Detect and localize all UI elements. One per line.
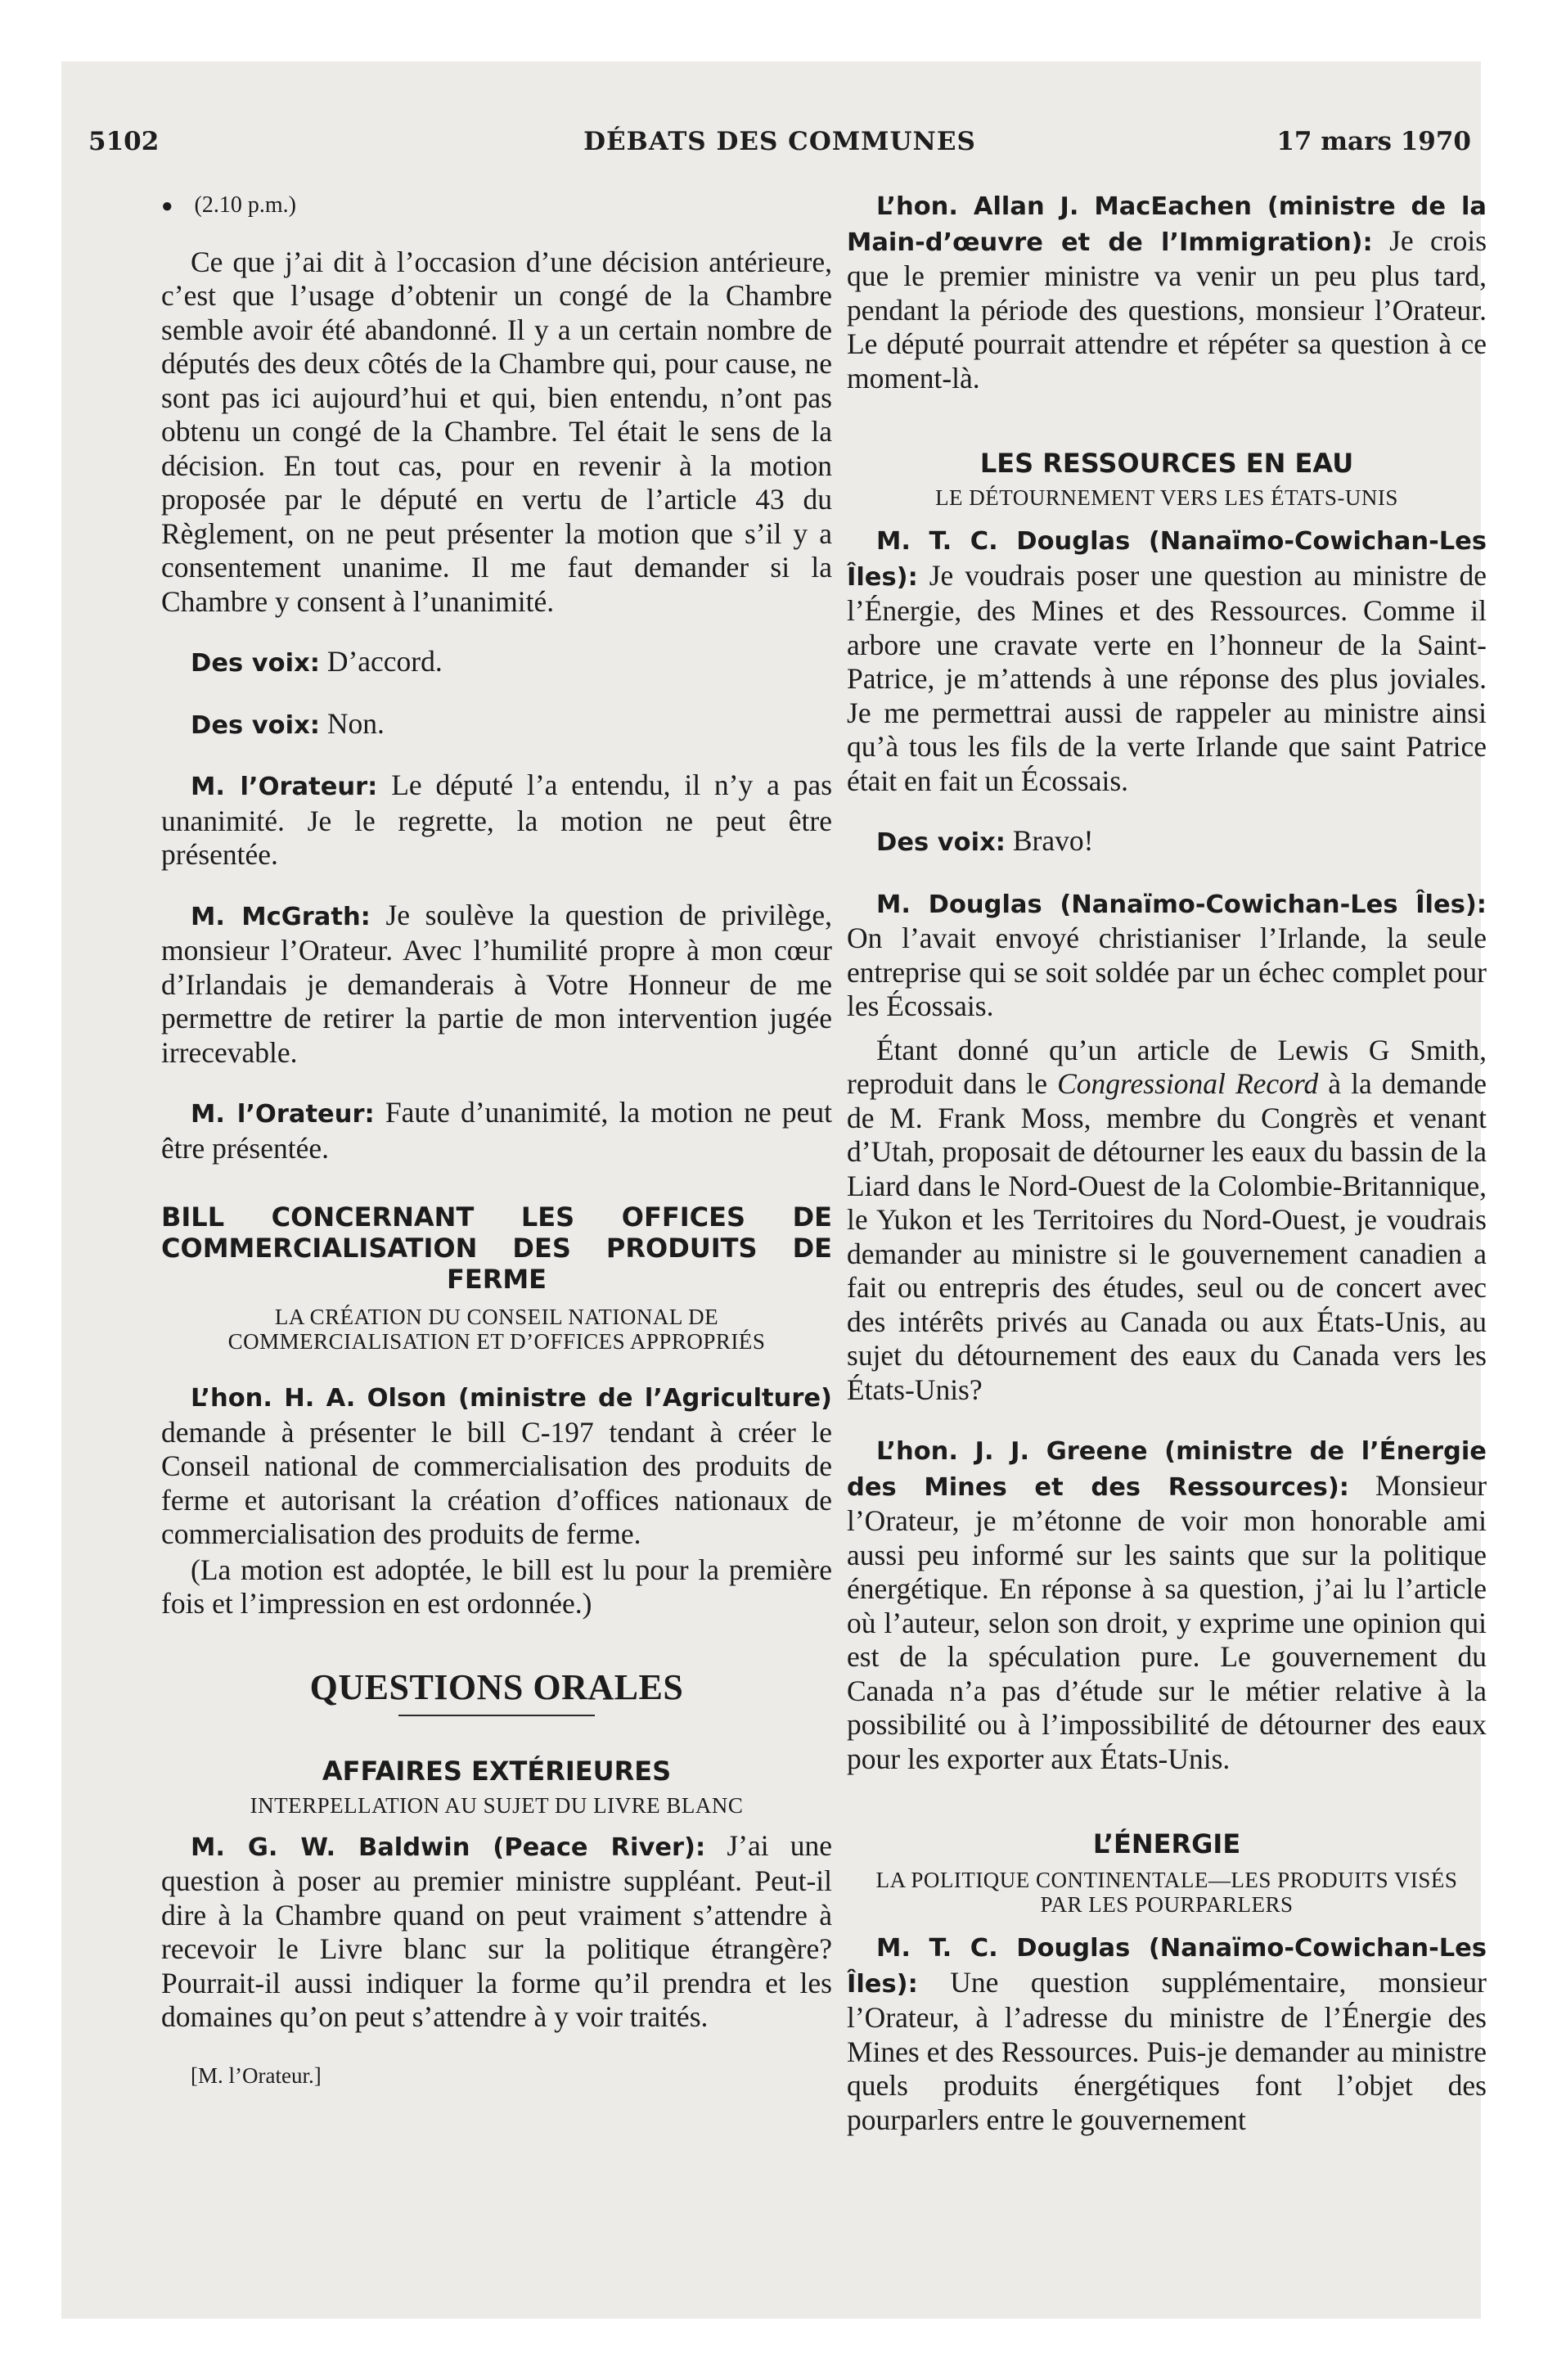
time-stamp: ● (2.10 p.m.): [161, 192, 296, 218]
section-heading: QUESTIONS ORALES: [309, 1666, 684, 1707]
section-heading: LES RESSOURCES EN EAU: [979, 448, 1354, 479]
section-subheading: LA CRÉATION DU CONSEIL NATIONAL DE COMMERCIALISATION ET D’OFFICES APPROPRIÉS: [227, 1305, 766, 1354]
page-header: [88, 127, 1471, 168]
speech: M. T. C. Douglas (Nanaïmo-Cowichan-Les Îles): Je voudrais poser une question au ministre de l’Énergie, des Mines et des Ressources. Comme il arbore une cravate verte en l’honneur de la Saint-Patrice, je m’attends à une réponse des plus joviales. Je me permettrai aussi de rappeler au ministre ainsi qu’à tous les fils de la verte Irlande que saint Patrice était en fait un Écossais.: [847, 527, 1487, 797]
speech: Des voix: Non.: [191, 706, 385, 740]
left-column: [161, 188, 832, 2093]
speaker: M. G. W. Baldwin (Peace River):: [191, 1832, 706, 1862]
speaker: Des voix:: [191, 710, 320, 740]
bullet-icon: ●: [161, 196, 173, 217]
speaker: L’hon. J. J. Greene (ministre de l’Énergie des Mines et des Ressources):: [847, 1437, 1487, 1502]
speaker: L’hon. H. A. Olson (ministre de l’Agriculture): [191, 1384, 832, 1413]
speech: Des voix: Bravo!: [876, 824, 1094, 857]
right-column: [847, 188, 1487, 2137]
section-subheading: LE DÉTOURNEMENT VERS LES ÉTATS-UNIS: [935, 485, 1398, 510]
speech: M. l’Orateur: Faute d’unanimité, la motion ne peut être présentée.: [161, 1096, 832, 1165]
speaker: Des voix:: [191, 649, 320, 678]
page-date: 17 mars 1970: [1276, 127, 1471, 156]
page-footer: [M. l’Orateur.]: [191, 2062, 322, 2088]
paragraph: Ce que j’ai dit à l’occasion d’une décision antérieure, c’est que l’usage d’obtenir un congé de la Chambre semble avoir été abandonné. Il y a un certain nombre de députés des deux côtés de la Chambre qui, pour cause, ne sont pas ici aujourd’hui et qui, bien entendu, n’ont pas obtenu un congé de la Chambre. Tel était le sens de la décision. En tout cas, pour en revenir à la motion proposée par le député en vertu de l’article 43 du Règlement, on ne peut présenter la motion que s’il y a consentement unanime. Il me faut demander si la Chambre y consent à l’unanimité.: [161, 245, 832, 618]
page-number: 5102: [88, 127, 160, 156]
speech: M. T. C. Douglas (Nanaïmo-Cowichan-Les Îles): Une question supplémentaire, monsieur l’Orateur, à l’adresse du ministre de l’Énergie des Mines et des Ressources. Puis-je demander au ministre quels produits énergétiques font l’objet des pourparlers entre le gouvernement: [847, 1934, 1487, 2136]
speech: L’hon. Allan J. MacEachen (ministre de la Main-d’œuvre et de l’Immigration): Je crois que le premier ministre va venir un peu plus tard, pendant la période des questions, monsieur l’Orateur. Le député pourrait attendre et répéter sa question à ce moment-là.: [847, 192, 1487, 394]
speaker: M. Douglas (Nanaïmo-Cowichan-Les Îles):: [876, 890, 1487, 919]
speech: Des voix: D’accord.: [191, 645, 443, 678]
section-subheading: INTERPELLATION AU SUJET DU LIVRE BLANC: [250, 1792, 744, 1818]
speaker: M. T. C. Douglas (Nanaïmo-Cowichan-Les Îles):: [847, 527, 1487, 592]
speaker: L’hon. Allan J. MacEachen (ministre de la Main-d’œuvre et de l’Immigration):: [847, 192, 1487, 257]
speech: L’hon. H. A. Olson (ministre de l’Agriculture) demande à présenter le bill C-197 tendant à créer le Conseil national de commercialisation des produits de ferme et autorisant la création d’offices nationaux de commercialisation des produits de ferme.: [161, 1384, 832, 1550]
speech: M. l’Orateur: Le député l’a entendu, il n’y a pas unanimité. Je le regrette, la motion ne peut être présentée.: [161, 769, 833, 871]
speaker: M. T. C. Douglas (Nanaïmo-Cowichan-Les Îles):: [847, 1934, 1487, 1999]
speech: M. G. W. Baldwin (Peace River): J’ai une question à poser au premier ministre suppléant. Peut-il dire à la Chambre quand on peut vraiment s’attendre à recevoir le Livre blanc sur la politique étrangère? Pourrait-il aussi indiquer la forme qu’il prendra et les domaines qu’on peut s’attendre à y voir traités.: [161, 1828, 832, 2033]
speaker: M. l’Orateur:: [191, 773, 378, 801]
section-heading: L’ÉNERGIE: [1092, 1828, 1241, 1859]
section-heading: AFFAIRES EXTÉRIEURES: [322, 1755, 672, 1787]
section-heading: BILL CONCERNANT LES OFFICES DE COMMERCIALISATION DES PRODUITS DE FERME: [161, 1201, 832, 1295]
speaker: M. McGrath:: [191, 902, 371, 931]
speech: M. McGrath: Je soulève la question de privilège, monsieur l’Orateur. Avec l’humilité propre à mon cœur d’Irlandais je demanderais à Votre Honneur de me permettre de retirer la partie de mon intervention jugée irrecevable.: [161, 898, 832, 1069]
paragraph: Étant donné qu’un article de Lewis G Smith, reproduit dans le Congressional Record à la demande de M. Frank Moss, membre du Congrès et venant d’Utah, proposait de détourner les eaux du bassin de la Liard dans le Nord-Ouest de la Colombie-Britannique, le Yukon et les Territoires du Nord-Ouest, je voudrais demander au ministre si le gouvernement canadien a fait ou entrepris des études, seul ou de concert avec des intérêts privés au Canada ou aux États-Unis, au sujet du détournement des eaux du Canada vers les États-Unis?: [847, 1033, 1487, 1406]
speech: L’hon. J. J. Greene (ministre de l’Énergie des Mines et des Ressources): Monsieur l’Orateur, je m’étonne de voir mon honorable ami aussi peu informé sur les saints que sur la politique énergétique. En réponse à sa question, j’ai lu l’article où l’auteur, selon son droit, y exprime une opinion qui est de la spéculation pure. Le gouvernement du Canada n’a pas d’étude sur le métier relative à la possibilité ou à l’impossibilité de détourner des eaux pour les exporter aux États-Unis.: [847, 1437, 1487, 1775]
speech: M. Douglas (Nanaïmo-Cowichan-Les Îles): On l’avait envoyé christianiser l’Irlande, la seule entreprise qui se soit soldée par un échec complet pour les Écossais.: [847, 890, 1487, 1022]
divider: [398, 1715, 595, 1716]
paragraph: (La motion est adoptée, le bill est lu pour la première fois et l’impression en est ordonnée.): [161, 1553, 832, 1620]
speaker: Des voix:: [876, 828, 1006, 857]
page-title: DÉBATS DES COMMUNES: [583, 127, 976, 156]
speaker: M. l’Orateur:: [191, 1100, 375, 1129]
section-subheading: LA POLITIQUE CONTINENTALE—LES PRODUITS VISÉS PAR LES POURPARLERS: [875, 1868, 1458, 1917]
